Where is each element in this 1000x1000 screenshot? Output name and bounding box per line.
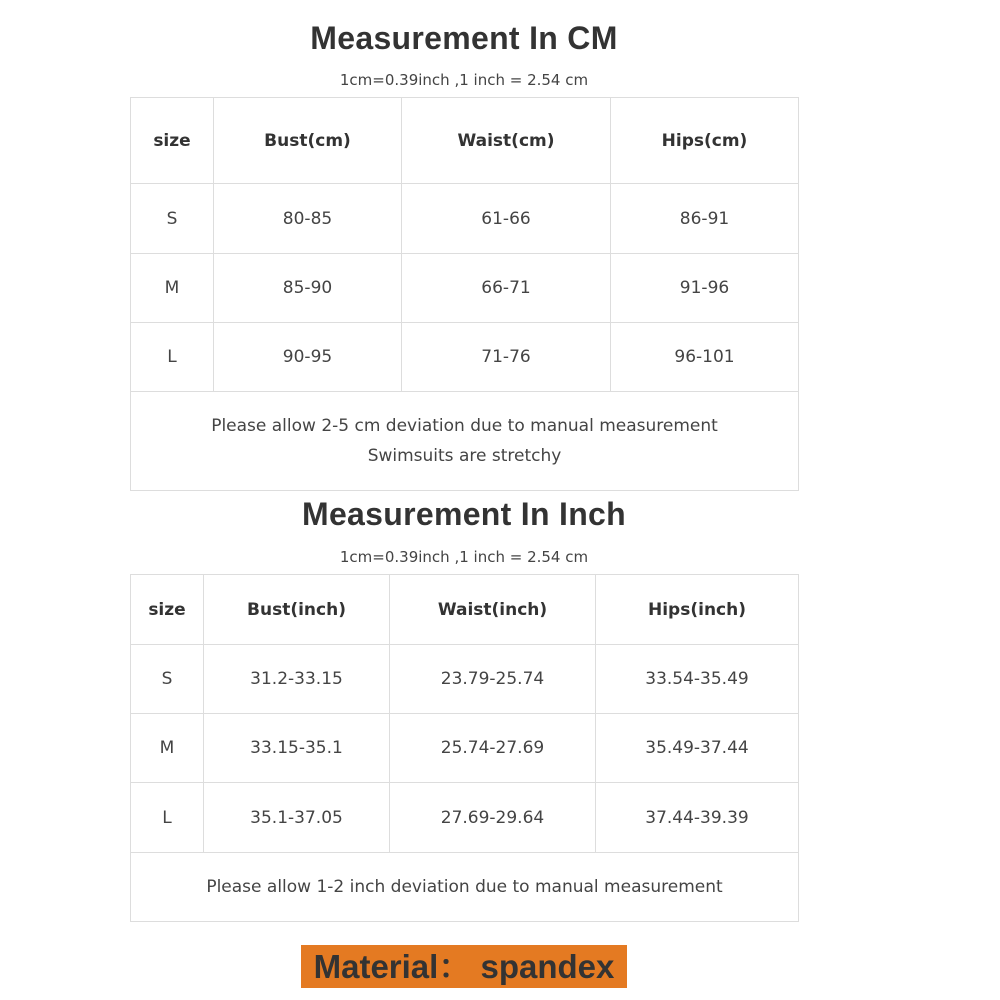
size-cell: L [131, 783, 204, 853]
table-header-row [131, 575, 799, 645]
bust-cell: 33.15-35.1 [204, 714, 390, 783]
bust-cell: 90-95 [214, 323, 402, 392]
inch-size-table [130, 574, 799, 922]
size-cell: M [131, 714, 204, 783]
bust-cell: 85-90 [214, 254, 402, 323]
inch-conversion-note: 1cm=0.39inch ,1 inch = 2.54 cm [339, 548, 589, 566]
table-note-row [131, 392, 799, 491]
table-row [131, 714, 799, 783]
size-cell: S [131, 645, 204, 714]
deviation-note: Please allow 1-2 inch deviation due to manual measurement [131, 853, 799, 922]
header-size: size [131, 98, 214, 184]
inch-section-title: Measurement In Inch [302, 496, 626, 532]
material-label: Material： spandex [301, 945, 627, 988]
bust-cell: 80-85 [214, 184, 402, 254]
table-row [131, 645, 799, 714]
waist-cell: 23.79-25.74 [390, 645, 596, 714]
waist-cell: 27.69-29.64 [390, 783, 596, 853]
bust-cell: 35.1-37.05 [204, 783, 390, 853]
table-header-row [131, 98, 799, 184]
deviation-note [131, 392, 799, 491]
deviation-note-line: Please allow 2-5 cm deviation due to manual measurement [211, 416, 718, 436]
stretch-note-line: Swimsuits are stretchy [367, 446, 562, 466]
waist-cell: 25.74-27.69 [390, 714, 596, 783]
cm-conversion-note: 1cm=0.39inch ,1 inch = 2.54 cm [339, 71, 589, 89]
table-row [131, 254, 799, 323]
table-row [131, 323, 799, 392]
hips-cell: 35.49-37.44 [596, 714, 799, 783]
waist-cell: 61-66 [402, 184, 611, 254]
table-row [131, 184, 799, 254]
size-cell: M [131, 254, 214, 323]
hips-cell: 96-101 [611, 323, 799, 392]
waist-cell: 66-71 [402, 254, 611, 323]
header-waist: Waist(inch) [390, 575, 596, 645]
hips-cell: 37.44-39.39 [596, 783, 799, 853]
header-waist: Waist(cm) [402, 98, 611, 184]
cm-section-title: Measurement In CM [310, 20, 618, 56]
hips-cell: 91-96 [611, 254, 799, 323]
header-hips: Hips(inch) [596, 575, 799, 645]
header-hips: Hips(cm) [611, 98, 799, 184]
table-row [131, 783, 799, 853]
header-bust: Bust(cm) [214, 98, 402, 184]
size-cell: L [131, 323, 214, 392]
header-bust: Bust(inch) [204, 575, 390, 645]
header-size: size [131, 575, 204, 645]
size-cell: S [131, 184, 214, 254]
table-note-row [131, 853, 799, 922]
cm-size-table [130, 97, 799, 491]
bust-cell: 31.2-33.15 [204, 645, 390, 714]
waist-cell: 71-76 [402, 323, 611, 392]
hips-cell: 86-91 [611, 184, 799, 254]
hips-cell: 33.54-35.49 [596, 645, 799, 714]
